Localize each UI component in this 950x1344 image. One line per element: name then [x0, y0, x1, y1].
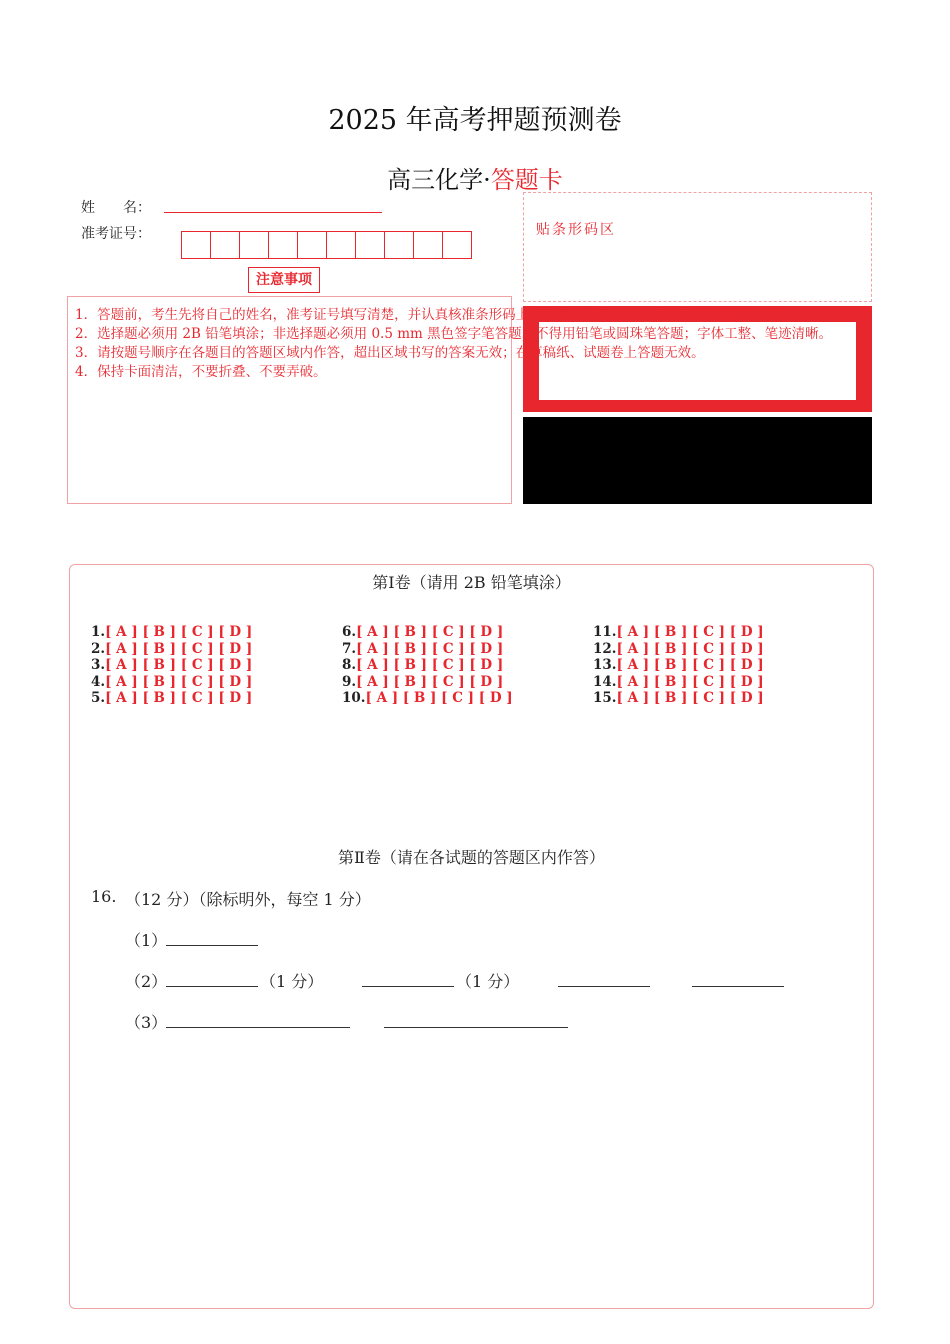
mc-question[interactable]	[593, 657, 764, 674]
notice-item-4: 4．保持卡面清洁，不要折叠、不要弄破。	[75, 364, 327, 380]
mc-question[interactable]	[91, 674, 252, 691]
answer-options[interactable]: [ A ] [ B ] [ C ] [ D ]	[616, 690, 764, 707]
question-number: 7.	[342, 640, 357, 657]
id-digit-box[interactable]	[326, 231, 356, 259]
q16-part3-blank-1[interactable]	[166, 1027, 350, 1028]
barcode-label: 贴条形码区	[536, 222, 616, 238]
answer-card-title	[0, 160, 950, 195]
id-digit-box[interactable]	[239, 231, 269, 259]
id-digit-box[interactable]	[442, 231, 472, 259]
notice-item-1: 1．答题前，考生先将自己的姓名，准考证号填写清楚，并认真核准条形码上的姓名、准考证号，在规定位置贴好条形码。	[75, 307, 800, 323]
mc-question[interactable]	[342, 657, 513, 674]
barcode-area	[523, 192, 872, 302]
id-digit-box[interactable]	[210, 231, 240, 259]
id-label: 准考证号：	[81, 226, 151, 242]
mc-question[interactable]	[593, 624, 764, 641]
question-number: 11.	[593, 624, 617, 640]
notice-item-2: 2．选择题必须用 2B 铅笔填涂；非选择题必须用 0.5 mm 黑色签字笔答题，不得用铅笔或圆珠笔答题；字体工整、笔迹清晰。	[75, 326, 833, 342]
exam-title: 2025 年高考押题预测卷	[328, 105, 622, 136]
question-number: 15.	[593, 690, 617, 707]
question-number: 2.	[91, 640, 106, 657]
id-digit-box[interactable]	[413, 231, 443, 259]
subtitle-subject: 高三化学·	[387, 166, 491, 194]
mc-column-2	[342, 624, 513, 707]
section2-title: 第Ⅱ卷（请在各试题的答题区内作答）	[338, 848, 605, 867]
answer-options[interactable]: [ A ] [ B ] [ C ] [ D ]	[356, 673, 504, 690]
mc-question[interactable]	[91, 690, 252, 707]
q16-part3-blank-2[interactable]	[384, 1027, 568, 1028]
q16-info: （12 分）（除标明外，每空 1 分）	[125, 890, 371, 909]
notice-item-3: 3．请按题号顺序在各题目的答题区域内作答，超出区域书写的答案无效；在草稿纸、试题卷上答题无效。	[75, 345, 705, 361]
question-number: 9.	[342, 673, 357, 690]
answer-options[interactable]: [ A ] [ B ] [ C ] [ D ]	[616, 640, 764, 657]
q16-part2-blank-4[interactable]	[692, 986, 784, 987]
exam-id-boxes	[181, 231, 471, 259]
name-label: 姓 名：	[81, 200, 151, 216]
mc-question[interactable]	[342, 690, 513, 707]
q16-part2-score-1: （1 分）	[260, 972, 324, 991]
mc-question[interactable]	[91, 624, 252, 641]
id-digit-box[interactable]	[268, 231, 298, 259]
question-number: 13.	[593, 657, 617, 674]
answer-options[interactable]: [ A ] [ B ] [ C ] [ D ]	[105, 673, 253, 690]
mc-question[interactable]	[91, 641, 252, 658]
answer-options[interactable]: [ A ] [ B ] [ C ] [ D ]	[616, 673, 764, 690]
answer-options[interactable]: [ A ] [ B ] [ C ] [ D ]	[356, 640, 504, 657]
notice-tag: 注意事项	[248, 267, 320, 293]
mc-column-3	[593, 624, 764, 707]
mc-question[interactable]	[593, 641, 764, 658]
answer-options[interactable]: [ A ] [ B ] [ C ] [ D ]	[105, 657, 253, 674]
question-number: 3.	[91, 657, 106, 674]
question-number: 14.	[593, 673, 617, 690]
mc-question[interactable]	[593, 690, 764, 707]
q16-part2-score-2: （1 分）	[456, 972, 520, 991]
q16-part2-blank-3[interactable]	[558, 986, 650, 987]
id-digit-box[interactable]	[384, 231, 414, 259]
q16-part1-label: （1）	[125, 931, 168, 950]
question-number: 8.	[342, 657, 357, 674]
answer-options[interactable]: [ A ] [ B ] [ C ] [ D ]	[356, 657, 504, 674]
answer-options[interactable]: [ A ] [ B ] [ C ] [ D ]	[616, 657, 764, 674]
question-number: 12.	[593, 640, 617, 657]
answer-options[interactable]: [ A ] [ B ] [ C ] [ D ]	[105, 640, 253, 657]
answer-options[interactable]: [ A ] [ B ] [ C ] [ D ]	[105, 624, 253, 640]
name-field[interactable]	[164, 212, 382, 213]
mc-question[interactable]	[342, 641, 513, 658]
answer-options[interactable]: [ A ] [ B ] [ C ] [ D ]	[356, 624, 504, 640]
mc-question[interactable]	[593, 674, 764, 691]
answer-options[interactable]: [ A ] [ B ] [ C ] [ D ]	[616, 624, 764, 640]
answer-options[interactable]: [ A ] [ B ] [ C ] [ D ]	[365, 690, 513, 707]
q16-part2-label: （2）	[125, 972, 168, 991]
question-number: 1.	[91, 624, 106, 640]
subtitle-card-label: 答题卡	[490, 166, 563, 194]
q16-part1-blank[interactable]	[166, 945, 258, 946]
question-number: 6.	[342, 624, 357, 640]
answer-options[interactable]: [ A ] [ B ] [ C ] [ D ]	[105, 690, 253, 707]
question-number: 4.	[91, 673, 106, 690]
section1-title: 第Ⅰ卷（请用 2B 铅笔填涂）	[372, 573, 571, 592]
mc-question[interactable]	[342, 624, 513, 641]
q16-part2-blank-1[interactable]	[166, 986, 258, 987]
question-number: 5.	[91, 690, 106, 707]
id-digit-box[interactable]	[297, 231, 327, 259]
black-marker-block	[523, 417, 872, 504]
id-digit-box[interactable]	[181, 231, 211, 259]
q16-number: 16.	[91, 887, 117, 906]
id-digit-box[interactable]	[355, 231, 385, 259]
mc-column-1	[91, 624, 252, 707]
q16-part3-label: （3）	[125, 1013, 168, 1032]
question-number: 10.	[342, 690, 366, 707]
q16-part2-blank-2[interactable]	[362, 986, 454, 987]
mc-question[interactable]	[342, 674, 513, 691]
mc-question[interactable]	[91, 657, 252, 674]
